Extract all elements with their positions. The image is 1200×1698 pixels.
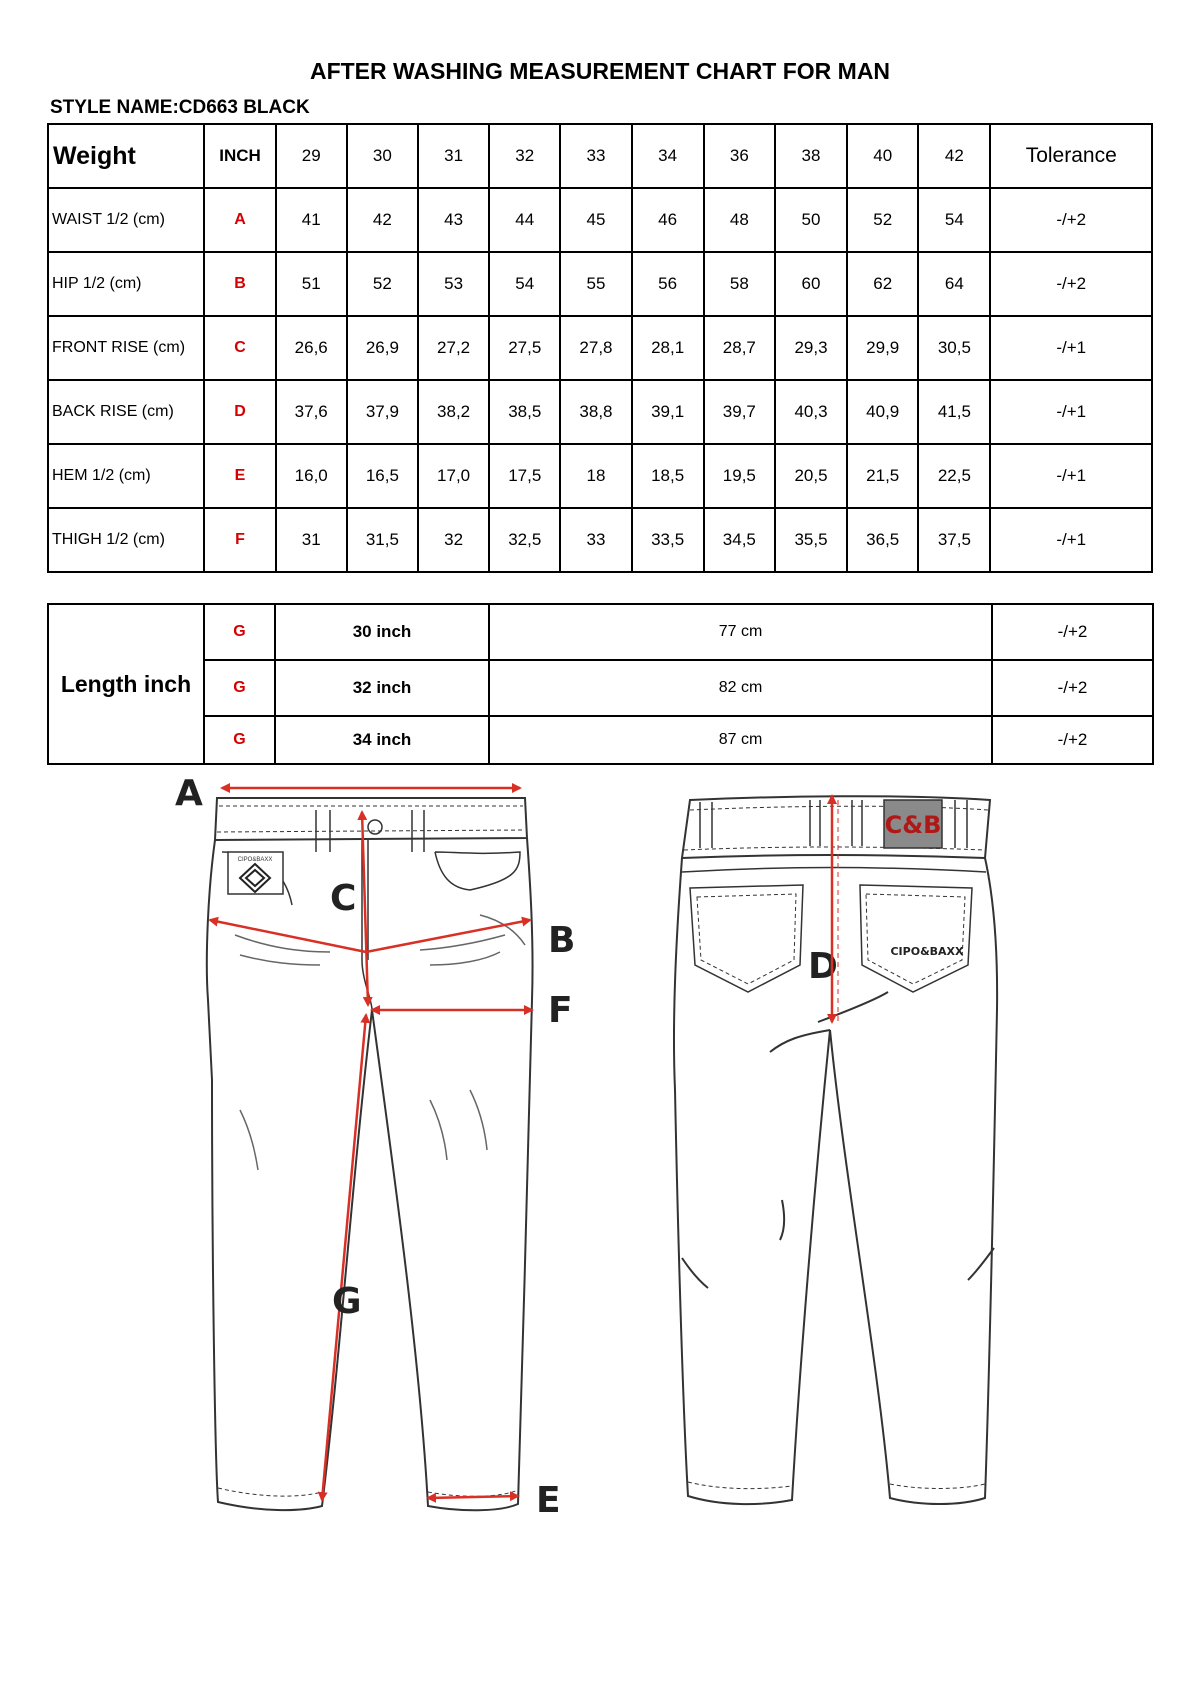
length-tolerance: -/+2 (992, 604, 1153, 660)
back-measure-lines (832, 796, 838, 1022)
jeans-diagram (0, 760, 1200, 1520)
length-code: G (204, 604, 275, 660)
size-header: 40 (847, 124, 918, 188)
length-tolerance: -/+2 (992, 716, 1153, 764)
measurement-value: 27,5 (489, 316, 560, 380)
table-row (48, 188, 1152, 252)
front-measure-lines (210, 788, 532, 1500)
back-pocket-right-stitch (866, 894, 965, 984)
measurement-value: 28,1 (632, 316, 704, 380)
size-header: 33 (560, 124, 631, 188)
measurement-value: 20,5 (775, 444, 847, 508)
front-jeans-drawing (207, 798, 533, 1510)
front-patch (228, 852, 283, 894)
measurement-tolerance: -/+1 (990, 380, 1152, 444)
measurement-value: 46 (632, 188, 704, 252)
front-waistband-stitch (217, 806, 525, 832)
marker-d: D (808, 946, 838, 987)
size-header: 42 (918, 124, 990, 188)
length-code: G (204, 660, 275, 716)
back-pocket-right (860, 885, 972, 992)
length-table (47, 603, 1154, 765)
page-title: AFTER WASHING MEASUREMENT CHART FOR MAN (309, 58, 891, 84)
measurement-value: 17,5 (489, 444, 560, 508)
back-pocket-left (690, 885, 803, 992)
measurement-value: 52 (847, 188, 918, 252)
table-header-row (48, 124, 1152, 188)
length-row (48, 660, 1153, 716)
measurement-code: F (204, 508, 275, 572)
measurement-value: 39,1 (632, 380, 704, 444)
measurement-value: 45 (560, 188, 631, 252)
measurement-value: 38,5 (489, 380, 560, 444)
brand-tag-text: C&B (884, 811, 942, 839)
measurement-value: 42 (347, 188, 418, 252)
measurement-label: FRONT RISE (cm) (48, 316, 204, 380)
measurement-tolerance: -/+1 (990, 444, 1152, 508)
front-waistband (215, 798, 527, 840)
measurement-code: B (204, 252, 275, 316)
marker-g: G (332, 1281, 362, 1322)
marker-a: A (175, 773, 203, 814)
front-hem-left (218, 1488, 322, 1496)
measurement-label: WAIST 1/2 (cm) (48, 188, 204, 252)
measurement-table (47, 123, 1153, 573)
measurement-value: 40,3 (775, 380, 847, 444)
front-whiskers (235, 915, 525, 1170)
measurement-value: 26,6 (276, 316, 347, 380)
measurement-value: 40,9 (847, 380, 918, 444)
measurement-value: 58 (704, 252, 775, 316)
measurement-value: 50 (775, 188, 847, 252)
measurement-value: 51 (276, 252, 347, 316)
measurement-value: 31,5 (347, 508, 418, 572)
table-row (48, 444, 1152, 508)
measurement-value: 48 (704, 188, 775, 252)
measurement-code: D (204, 380, 275, 444)
measurement-value: 29,3 (775, 316, 847, 380)
measurement-code: A (204, 188, 275, 252)
weight-header: Weight (48, 124, 204, 188)
front-outline (207, 838, 533, 1510)
table-row (48, 316, 1152, 380)
measurement-value: 37,6 (276, 380, 347, 444)
size-header: 29 (276, 124, 347, 188)
measurement-value: 33,5 (632, 508, 704, 572)
measurement-value: 54 (918, 188, 990, 252)
measurement-value: 38,2 (418, 380, 489, 444)
back-hem-right (890, 1484, 985, 1489)
inseam-measure-line (322, 1015, 366, 1500)
length-cm: 77 cm (489, 604, 992, 660)
marker-c: C (330, 878, 357, 919)
length-row (48, 604, 1153, 660)
measurement-value: 38,8 (560, 380, 631, 444)
size-header: 31 (418, 124, 489, 188)
length-inch: 30 inch (275, 604, 489, 660)
table-row (48, 252, 1152, 316)
measurement-value: 28,7 (704, 316, 775, 380)
measurement-tolerance: -/+2 (990, 188, 1152, 252)
table-row (48, 508, 1152, 572)
measurement-value: 22,5 (918, 444, 990, 508)
marker-f: F (548, 990, 573, 1031)
size-header: 34 (632, 124, 704, 188)
measurement-value: 62 (847, 252, 918, 316)
measurement-value: 26,9 (347, 316, 418, 380)
size-header: 38 (775, 124, 847, 188)
measurement-value: 52 (347, 252, 418, 316)
patch-label: CIPO&BAXX (237, 857, 273, 863)
back-yoke (682, 868, 986, 873)
measurement-value: 41,5 (918, 380, 990, 444)
size-header: 32 (489, 124, 560, 188)
measurement-tolerance: -/+1 (990, 508, 1152, 572)
back-hem-left (688, 1482, 792, 1489)
brand-tag (884, 800, 942, 848)
measurement-value: 56 (632, 252, 704, 316)
measurement-value: 37,9 (347, 380, 418, 444)
measurement-value: 32 (418, 508, 489, 572)
measurement-value: 19,5 (704, 444, 775, 508)
tolerance-header: Tolerance (990, 124, 1152, 188)
size-header: 30 (347, 124, 418, 188)
measurement-value: 44 (489, 188, 560, 252)
front-rise-line (362, 812, 368, 1005)
marker-b: B (548, 920, 576, 961)
length-inch: 34 inch (275, 716, 489, 764)
measurement-value: 41 (276, 188, 347, 252)
measurement-code: C (204, 316, 275, 380)
measurement-value: 16,0 (276, 444, 347, 508)
marker-e: E (536, 1480, 561, 1520)
measurement-label: HIP 1/2 (cm) (48, 252, 204, 316)
measurement-value: 37,5 (918, 508, 990, 572)
back-pocket-left-stitch (697, 894, 796, 984)
length-inch: 32 inch (275, 660, 489, 716)
measurement-value: 17,0 (418, 444, 489, 508)
measurement-value: 60 (775, 252, 847, 316)
back-jeans-drawing (674, 796, 997, 1504)
measurement-label: THIGH 1/2 (cm) (48, 508, 204, 572)
length-cm: 87 cm (489, 716, 992, 764)
measurement-value: 64 (918, 252, 990, 316)
measurement-value: 16,5 (347, 444, 418, 508)
measurement-value: 32,5 (489, 508, 560, 572)
length-tolerance: -/+2 (992, 660, 1153, 716)
measurement-tolerance: -/+1 (990, 316, 1152, 380)
measurement-code: E (204, 444, 275, 508)
measurement-value: 18,5 (632, 444, 704, 508)
front-pocket-right (435, 852, 520, 890)
measurement-value: 33 (560, 508, 631, 572)
measurement-value: 27,8 (560, 316, 631, 380)
measurement-value: 53 (418, 252, 489, 316)
length-code: G (204, 716, 275, 764)
measurement-value: 35,5 (775, 508, 847, 572)
style-name: STYLE NAME:CD663 BLACK (50, 97, 310, 118)
back-pocket-label: CIPO&BAXX (890, 945, 964, 958)
length-row (48, 716, 1153, 764)
measurement-value: 43 (418, 188, 489, 252)
measurement-value: 21,5 (847, 444, 918, 508)
inch-header: INCH (204, 124, 275, 188)
measurement-value: 39,7 (704, 380, 775, 444)
measurement-tolerance: -/+2 (990, 252, 1152, 316)
measurement-value: 36,5 (847, 508, 918, 572)
length-label: Length inch (48, 604, 204, 764)
measurement-value: 34,5 (704, 508, 775, 572)
measurement-value: 55 (560, 252, 631, 316)
measurement-value: 30,5 (918, 316, 990, 380)
measurement-value: 54 (489, 252, 560, 316)
back-seat-whiskers (682, 992, 994, 1288)
measurement-value: 18 (560, 444, 631, 508)
measurement-value: 31 (276, 508, 347, 572)
measurement-value: 27,2 (418, 316, 489, 380)
hem-measure-line (428, 1496, 518, 1498)
length-cm: 82 cm (489, 660, 992, 716)
size-header: 36 (704, 124, 775, 188)
table-row (48, 380, 1152, 444)
measurement-value: 29,9 (847, 316, 918, 380)
measurement-label: BACK RISE (cm) (48, 380, 204, 444)
measurement-label: HEM 1/2 (cm) (48, 444, 204, 508)
hip-measure-line (210, 920, 366, 952)
front-button (368, 820, 382, 834)
